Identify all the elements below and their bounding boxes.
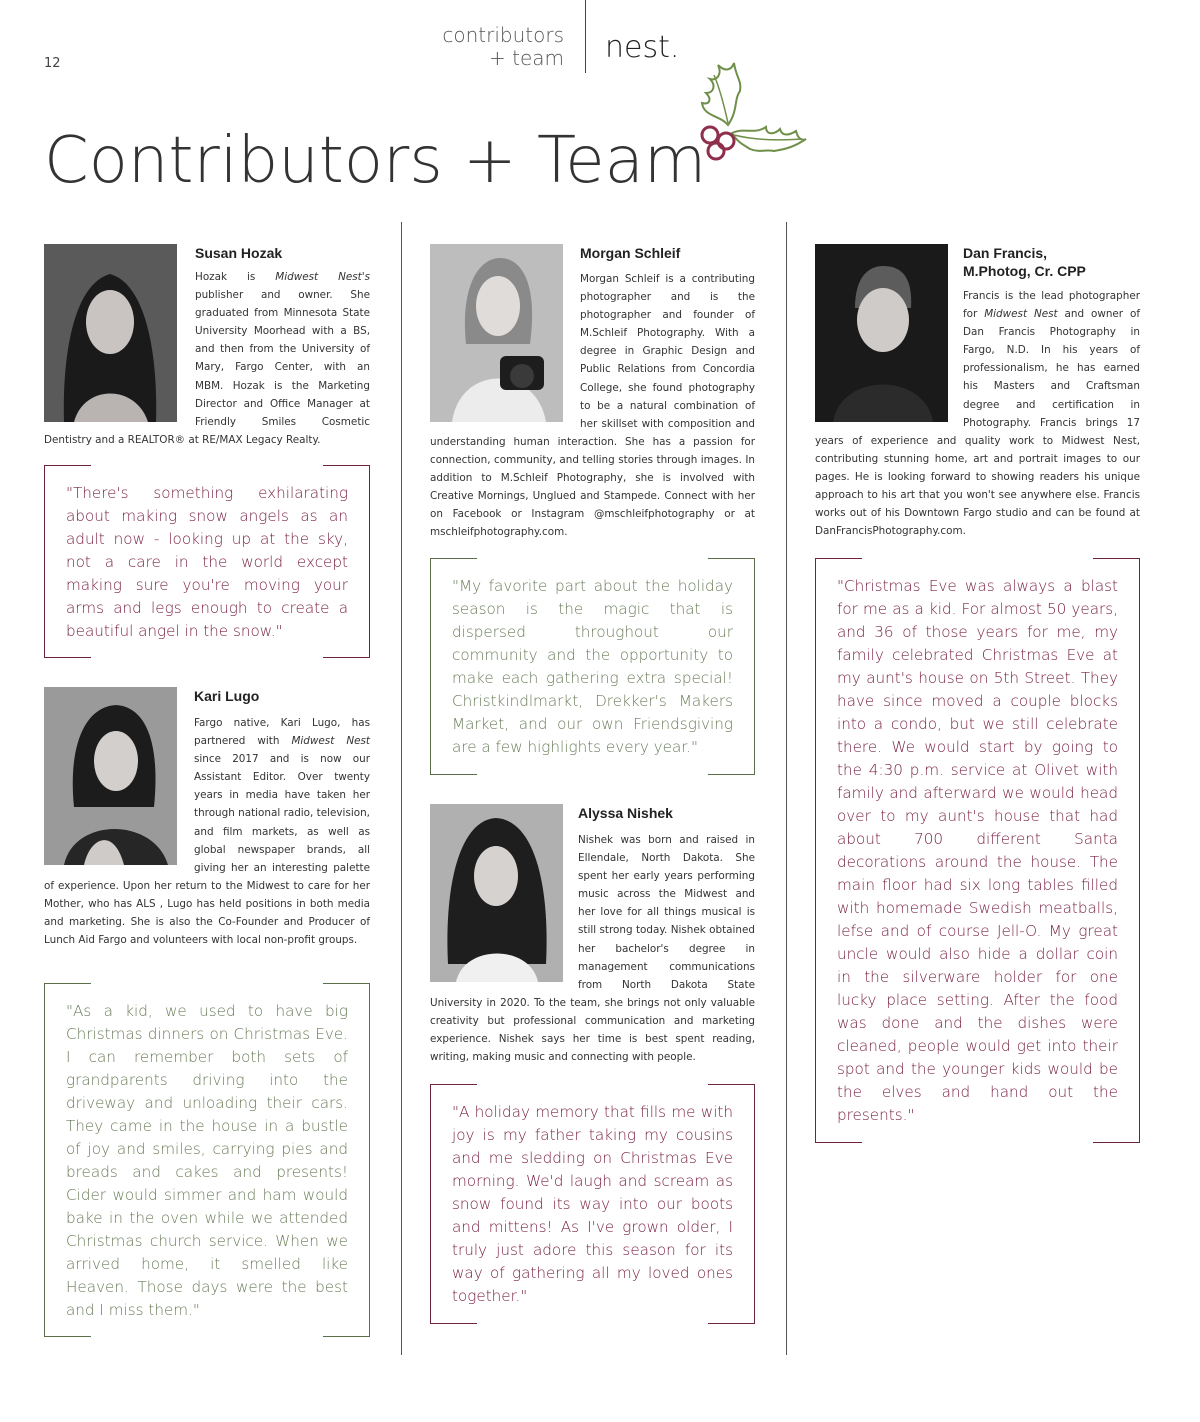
portrait-alyssa-nishek: [430, 804, 563, 982]
contributor-kari-lugo: [44, 687, 370, 949]
page-title: Contributors + Team: [44, 124, 707, 198]
portrait-morgan-schleif: [430, 244, 563, 422]
page-number: 12: [44, 56, 61, 71]
portrait-dan-francis: [815, 244, 948, 422]
name-dan-francis-line2: M.Photog, Cr. CPP: [963, 263, 1086, 279]
bio-susan-hozak-rest: publisher and owner. She graduated from Minnesota State University Moorhead with a BS, and then from the University of Mary, Fargo Center, with an MBM. Hozak is the Marketing Director and Office Manager at Friendly Smiles Cosmetic Dentistry and a REALTOR® at RE/MAX Legacy Realty.: [44, 289, 370, 446]
quote-text: "My favorite part about the holiday season is the magic that is dispersed throughout our community and the opportunity to make each gathering extra special! Christkindlmarkt, Drekker's Makers Market, and our own Friendsgiving are a few highlights every year.": [452, 577, 733, 756]
bio-kari-lugo-start: Fargo native, Kari Lugo, has partnered with: [194, 717, 370, 748]
bio-susan-hozak-start: Hozak is: [195, 271, 276, 283]
column-divider-2: [786, 222, 787, 1355]
bio-alyssa-nishek: Nishek was born and raised in Ellendale, North Dakota. She spent her early years performing music across the Midwest and her love for all things musical is still strong today. Nishek obtained her bachelor's degree in management communications from North Dakota State University in 2020. To the team, she brings not only valuable creativity but professional communication and marketing experience. Nishek says her time is best spent reading, writing, making music and connecting with people.: [430, 834, 755, 1064]
bio-dan-francis-start: Francis is the lead photographer for: [963, 290, 1140, 321]
nest-logo: [605, 30, 685, 70]
quote-text: "Christmas Eve was always a blast for me as a kid. For almost 50 years, and 36 of those years for me, my family celebrated Christmas Eve at my aunt's house on 5th Street. They have since moved a couple blocks into a condo, but we still celebrate there. We would start by going to the 4:30 p.m. service at Olivet with family and afterward we would head over to my aunt's house that had about 700 different Santa decorations around the house. The main floor had six long tables filled with homemade Swedish meatballs, lefse and of course Jell-O. My great uncle would also hide a dollar coin in the silverware holder for one lucky place setting. After the food was done and the dishes were cleaned, people would get into their spot and the younger kids would be the elves and hand out the presents.": [837, 577, 1118, 1124]
quote-text: "There's something exhilarating about making snow angels as an adult now - looking up at the sky, not a care in the world except making sure you're moving your arms and legs enough to create a beautiful angel in the snow.": [66, 484, 348, 640]
contributor-dan-francis: [815, 244, 1140, 540]
portrait-susan-hozak: [44, 244, 177, 422]
section-label-line1: contributors: [442, 23, 564, 47]
bio-dan-francis-em: Midwest Nest: [984, 308, 1058, 321]
portrait-kari-lugo: [44, 687, 177, 865]
contributor-susan-hozak: [44, 244, 370, 449]
contributor-morgan-schleif: [430, 244, 755, 541]
contributor-alyssa-nishek: [430, 804, 755, 1066]
name-dan-francis-line1: Dan Francis,: [963, 245, 1048, 261]
header-divider: [585, 0, 586, 73]
name-alyssa-nishek: Alyssa Nishek: [578, 805, 673, 821]
bio-kari-lugo-em: Midwest Nest: [291, 735, 370, 748]
bio-morgan-schleif: Morgan Schleif is a contributing photographer and is the photographer and founder of M.Schleif Photography. With a degree in Graphic Design and Public Relations from Concordia College, she found photography to be a natural combination of her skillset with composition and understanding human interaction. She has a passion for connection, community, and telling stories through images. In addition to M.Schleif Photography, she is involved with Creative Mornings, Unglued and Stampede. Connect with her on Facebook or Instagram @mschleifphotography or at mschleifphotography.com.: [430, 273, 755, 539]
holly-icon: [690, 55, 810, 169]
section-label: [410, 24, 564, 70]
logo-brand: nest.: [605, 30, 680, 65]
name-susan-hozak: Susan Hozak: [195, 245, 283, 261]
name-morgan-schleif: Morgan Schleif: [580, 245, 681, 261]
quote-text: "As a kid, we used to have big Christmas dinners on Christmas Eve. I can remember both sets of grandparents driving into the driveway and unloading their cars. They came in the house in a bustle of joy and smiles, carrying pies and breads and cakes and presents! Cider would simmer and ham would bake in the oven while we attended Christmas church service. When we arrived home, it smelled like Heaven. Those days were the best and I miss them.": [66, 1002, 348, 1319]
quote-alyssa-nishek: [430, 1084, 755, 1324]
quote-text: "A holiday memory that fills me with joy is my father taking my cousins and me sledding on Christmas Eve morning. We'd laugh and scream as snow found its way into our boots and mittens! As I've grown older, I truly just adore this season for its way of gathering all my loved ones together.": [452, 1103, 733, 1305]
quote-morgan-schleif: [430, 558, 755, 775]
column-divider-1: [401, 222, 402, 1355]
bio-dan-francis-rest: and owner of Dan Francis Photography in Fargo, N.D. In his years of professionalism, he has earned his Masters and Craftsman degree and certification in Photography. Francis brings 17 years of experience and quality work to Midwest Nest, contributing stunning home, art and portrait images to our pages. He is looking forward to showing readers his unique approach to his art that you won't see anywhere else. Francis works out of his Downtown Fargo studio and can be found at DanFrancisPhotography.com.: [815, 308, 1140, 538]
name-kari-lugo: Kari Lugo: [194, 688, 260, 704]
section-label-line2: + team: [489, 46, 564, 70]
quote-susan-hozak: [44, 465, 370, 658]
bio-kari-lugo-rest: since 2017 and is now our Assistant Editor. Over twenty years in media have taken her through national radio, television, and film markets, as well as global newspaper brands, all giving her an interesting palette of experience. Upon her return to the Midwest to care for her Mother, who has ALS , Lugo has held positions in both media and marketing. She is also the Co-Founder and Producer of Lunch Aid Fargo and volunteers with local non-profit groups.: [44, 753, 370, 947]
quote-kari-lugo: [44, 983, 370, 1337]
bio-susan-hozak-em: Midwest Nest's: [275, 271, 370, 283]
quote-dan-francis: [815, 558, 1140, 1143]
